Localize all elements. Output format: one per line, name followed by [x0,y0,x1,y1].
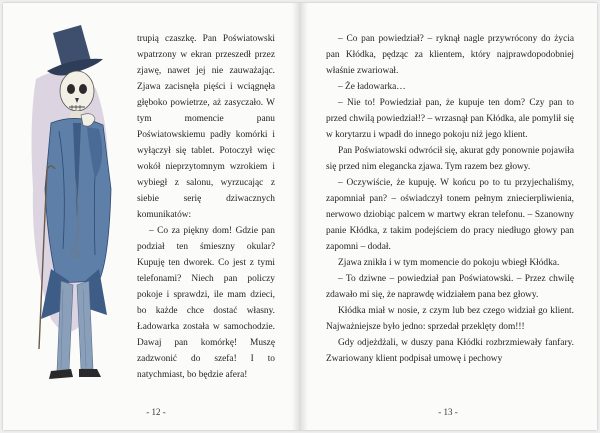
right-paragraph-2: – Że ładowarka… [338,82,406,92]
right-paragraph-9: Gdy odjeżdżali, w duszy pana Kłódki rozbrzmiewały fanfary. Zwariowany klient podpisał umowę i pechowy [326,338,574,364]
right-paragraph-8: Kłódka miał w nosie, z czym lub bez czego widział go klient. Najważniejsze było jedno: sprzedał przeklęty dom!!! [326,306,574,332]
right-page-text [326,31,574,367]
left-paragraph-1: trupią czaszkę. Pan Poświatowski wpatrzony w ekran przeszedł przez zjawę, nawet jej nie zauważając. Zjawa zacisnęła pięści i wciągnęła głęboko powietrze, aż zasyczało. W tym momencie panu Poświatowskiemu padły komórki i wyłączył się tablet. Potoczył więc wokół nieprzytomnym wzrokiem i wybiegł z salonu, wyrzucając z siebie serię dziwacznych komunikatów: [137,34,275,220]
book-gutter [292,3,308,430]
page-number-left: - 12 - [146,407,166,417]
right-paragraph-4: Pan Poświatowski odwrócił się, akurat gdy ponownie pojawiła się przed nim elegancka zjawa. Tym razem bez głowy. [326,146,574,172]
page-number-right: - 13 - [438,407,458,417]
right-paragraph-7: – To dziwne – powiedział pan Poświatowski. – Przez chwilę zdawało mi się, że naprawdę widziałem pana bez głowy. [326,274,574,300]
right-page [300,3,597,430]
left-page [3,3,300,430]
book-spread [3,3,597,430]
left-page-text [137,31,275,383]
right-paragraph-5: – Oczywiście, że kupuję. W końcu po to tu przyjechaliśmy, zapomniał pan? – oświadczył tonem pełnym zniecierpliwienia, nerwowo dziobiąc palcem w martwy ekran telefonu. – Szanowny panie Kłódka, z takim podejściem do pracy niedługo głowy pan zapomni – dodał. [326,178,574,252]
right-paragraph-3: – Nie to! Powiedział pan, że kupuje ten dom? Czy pan to przed chwilą powiedział!? – wrzasnął pan Kłódka, ale pomylił się w korytarzu i wpadł do innego pokoju niż jego klient. [326,98,574,140]
right-paragraph-6: Zjawa znikła i w tym momencie do pokoju wbiegł Kłódka. [338,258,560,268]
skeleton-ghost-illustration-icon [11,19,123,404]
left-paragraph-2: – Co za piękny dom! Gdzie pan podział ten śmieszny okular? Kupuję ten dworek. Co jest z tymi telefonami? Niech pan policzy pokoje i sprawdzi, ile mam dzieci, bo każde chce dostać własny. Ładowarka została w samochodzie. Dawaj pan komórkę! Muszę zadzwonić do szefa! I to natychmiast, bo będzie afera! [137,226,275,380]
right-paragraph-1: – Co pan powiedział? – ryknął nagle przywrócony do życia pan Kłódka, pędząc za klientem, który najprawdopodobniej właśnie zwariował. [326,34,574,76]
